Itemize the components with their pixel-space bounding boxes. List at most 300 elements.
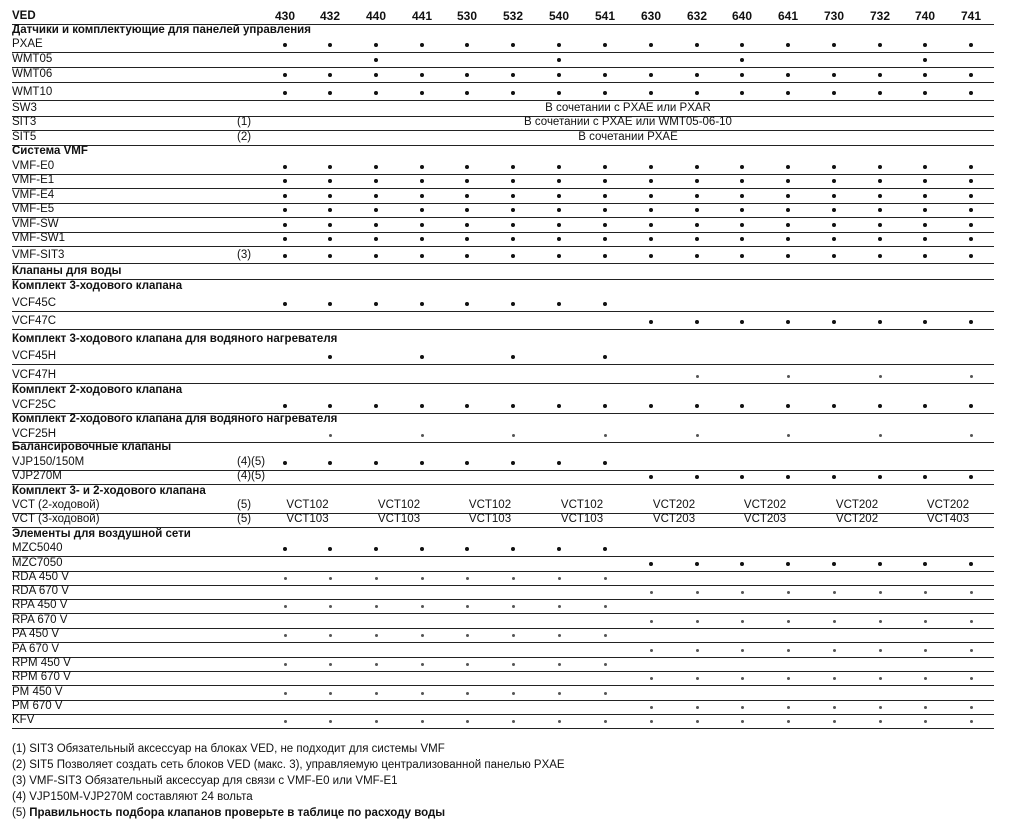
availability-dot [740,237,744,241]
table-row [12,499,994,514]
availability-dot [832,208,836,212]
availability-dot [650,620,653,623]
row-label: SIT5 [12,131,37,143]
availability-dot [832,43,836,47]
availability-dot [328,302,332,306]
availability-dot [512,634,515,637]
availability-dot [374,223,378,227]
availability-dot [375,634,378,637]
availability-dot [649,208,653,212]
valve-kit-code: VCT102 [560,499,604,511]
availability-dot [832,237,836,241]
availability-dot [604,692,607,695]
row-label: MZC7050 [12,557,63,569]
availability-dot [879,375,882,378]
availability-dot [558,577,561,580]
availability-dot [970,375,973,378]
availability-dot [283,302,287,306]
availability-dot [328,165,332,169]
availability-dot [741,591,744,594]
row-label: RDA 450 V [12,571,69,583]
availability-dot [329,663,332,666]
row-label: RPM 450 V [12,657,71,669]
availability-dot [511,461,515,465]
availability-dot [420,43,424,47]
footnote-1: (1) SIT3 Обязательный аксессуар на блоках VED, не подходит для системы VMF [12,743,445,755]
availability-dot [695,320,699,324]
availability-dot [284,577,287,580]
availability-dot [557,179,561,183]
availability-dot [466,692,469,695]
section-header-row [12,484,994,499]
row-label: VCF47C [12,315,57,327]
availability-dot [969,73,973,77]
availability-dot [603,223,607,227]
availability-dot [283,73,287,77]
availability-dot [878,73,882,77]
header-label: VED [12,10,36,22]
row-label: WMT06 [12,68,53,80]
availability-dot [603,461,607,465]
table-row [12,599,994,614]
section-header-row [12,263,994,280]
availability-dot [511,208,515,212]
availability-dot [832,91,836,95]
availability-dot [603,165,607,169]
availability-dot [786,43,790,47]
availability-dot [603,194,607,198]
availability-dot [879,677,882,680]
availability-dot [696,706,699,709]
availability-dot [328,91,332,95]
row-label: VCF47H [12,369,57,381]
availability-dot [740,91,744,95]
availability-dot [283,208,287,212]
availability-dot [786,562,790,566]
availability-dot [695,91,699,95]
availability-dot [511,179,515,183]
footnote-number: (5) [12,807,30,819]
section-header-row [12,145,994,159]
availability-dot [969,208,973,212]
section-header-row [12,24,994,38]
availability-dot [786,404,790,408]
row-label: MZC5040 [12,542,63,554]
availability-dot [558,720,561,723]
availability-dot [512,692,515,695]
availability-dot [787,677,790,680]
section-title: Комплект 3-ходового клапана для водяного нагревателя [12,333,338,345]
availability-dot [741,720,744,723]
availability-dot [649,43,653,47]
availability-dot [923,208,927,212]
availability-dot [878,208,882,212]
availability-dot [328,43,332,47]
row-label: VMF-E0 [12,160,55,172]
availability-dot [741,649,744,652]
availability-dot [512,434,515,437]
availability-dot [283,461,287,465]
availability-dot [374,73,378,77]
availability-dot [650,706,653,709]
availability-dot [557,73,561,77]
footnote-ref: (2) [237,131,252,143]
availability-dot [374,302,378,306]
row-label: VJP270M [12,470,62,482]
availability-dot [375,692,378,695]
availability-dot [649,404,653,408]
availability-dot [650,720,653,723]
availability-dot [924,591,927,594]
availability-dot [604,577,607,580]
availability-dot [878,179,882,183]
availability-dot [696,677,699,680]
availability-dot [420,355,424,359]
section-title: Комплект 2-ходового клапана [12,384,183,396]
row-label: VCF25H [12,428,57,440]
valve-kit-code: VCT102 [468,499,512,511]
availability-dot [696,720,699,723]
availability-dot [833,720,836,723]
model-header-440: 440 [365,9,387,23]
availability-dot [923,73,927,77]
availability-dot [329,720,332,723]
availability-dot [924,620,927,623]
section-header-row [12,527,994,542]
section-header-row [12,413,994,427]
availability-dot [695,179,699,183]
table-row [12,311,994,330]
footnotes [12,741,1002,821]
availability-dot [740,73,744,77]
availability-dot [696,620,699,623]
availability-dot [421,663,424,666]
availability-dot [969,320,973,324]
table-row [12,174,994,189]
model-header-430: 430 [274,9,296,23]
footnote-ref: (5) [237,513,252,525]
availability-dot [740,223,744,227]
availability-dot [283,194,287,198]
availability-dot [604,434,607,437]
availability-dot [969,194,973,198]
availability-dot [465,179,469,183]
availability-dot [557,91,561,95]
table-row [12,217,994,233]
availability-dot [695,73,699,77]
availability-dot [969,165,973,169]
availability-dot [786,254,790,258]
availability-dot [969,237,973,241]
availability-dot [650,649,653,652]
availability-dot [696,649,699,652]
availability-dot [511,355,515,359]
availability-dot [649,237,653,241]
availability-dot [465,73,469,77]
availability-dot [832,165,836,169]
valve-kit-code: VCT103 [286,513,329,525]
availability-dot [740,179,744,183]
availability-dot [832,562,836,566]
valve-kit-code: VCT203 [652,513,696,525]
availability-dot [603,43,607,47]
availability-dot [696,434,699,437]
availability-dot [649,73,653,77]
valve-kit-code: VCT202 [743,499,787,511]
availability-dot [375,605,378,608]
availability-dot [695,237,699,241]
availability-dot [512,720,515,723]
model-header-741: 741 [960,9,982,23]
availability-dot [329,434,332,437]
availability-dot [786,475,790,479]
availability-dot [465,208,469,212]
availability-dot [557,223,561,227]
availability-dot [374,547,378,551]
availability-dot [283,43,287,47]
availability-dot [879,434,882,437]
availability-dot [329,634,332,637]
section-header-row [12,442,994,455]
row-label: VMF-E5 [12,203,55,215]
availability-dot [832,320,836,324]
availability-dot [465,43,469,47]
valve-kit-code: VCT202 [835,499,879,511]
availability-dot [557,547,561,551]
table-header-row [12,0,994,25]
availability-dot [420,302,424,306]
availability-dot [695,254,699,258]
availability-dot [741,706,744,709]
availability-dot [328,73,332,77]
availability-dot [465,302,469,306]
availability-dot [786,320,790,324]
valve-kit-code: VCT103 [468,513,512,525]
availability-dot [970,591,973,594]
table-row [12,364,994,384]
table-row [12,232,994,247]
availability-dot [604,663,607,666]
table-row [12,398,994,414]
availability-dot [923,404,927,408]
section-header-row [12,329,994,347]
availability-dot [511,91,515,95]
availability-dot [923,58,927,62]
row-label: KFV [12,714,35,726]
availability-dot [878,91,882,95]
availability-dot [420,223,424,227]
table-row [12,294,994,312]
section-title: Комплект 3- и 2-ходового клапана [12,485,206,497]
table-row [12,82,994,101]
availability-dot [787,706,790,709]
availability-dot [649,223,653,227]
availability-dot [603,208,607,212]
availability-dot [740,254,744,258]
availability-dot [284,634,287,637]
availability-dot [420,208,424,212]
footnote-2: (2) SIT5 Позволяет создать сеть блоков VED (макс. 3), управляемую централизованной панелью PXAE [12,759,565,771]
availability-dot [329,605,332,608]
table-row [12,203,994,218]
row-label: VMF-SW [12,218,59,230]
availability-dot [603,73,607,77]
combination-note: В сочетании с PXAE или WMT05-06-10 [524,116,732,128]
availability-dot [283,223,287,227]
row-label: PM 670 V [12,700,63,712]
availability-dot [969,404,973,408]
model-header-532: 532 [502,9,524,23]
availability-dot [833,677,836,680]
table-row [12,571,994,586]
table-row [12,542,994,557]
availability-dot [923,562,927,566]
availability-dot [604,720,607,723]
valve-kit-code: VCT403 [926,513,970,525]
table-row [12,628,994,643]
combination-note: В сочетании PXAE [578,131,678,143]
availability-dot [603,302,607,306]
availability-dot [375,663,378,666]
model-header-441: 441 [411,9,433,23]
availability-dot [603,404,607,408]
availability-dot [969,43,973,47]
availability-dot [420,73,424,77]
availability-dot [558,605,561,608]
availability-dot [421,720,424,723]
section-title: Комплект 2-ходового клапана для водяного нагревателя [12,413,338,425]
table-row [12,685,994,701]
availability-dot [923,179,927,183]
table-row [12,130,994,146]
availability-dot [511,43,515,47]
availability-dot [557,461,561,465]
availability-dot [284,605,287,608]
availability-dot [969,223,973,227]
availability-dot [328,461,332,465]
availability-dot [649,165,653,169]
availability-dot [878,43,882,47]
row-label: RPA 450 V [12,599,68,611]
availability-dot [878,562,882,566]
availability-dot [557,404,561,408]
availability-dot [970,720,973,723]
availability-dot [695,194,699,198]
availability-dot [740,562,744,566]
availability-dot [740,475,744,479]
model-header-632: 632 [686,9,708,23]
availability-dot [786,194,790,198]
table-row [12,556,994,572]
table-row [12,613,994,629]
availability-dot [603,237,607,241]
availability-dot [832,404,836,408]
availability-dot [328,194,332,198]
availability-dot [374,461,378,465]
availability-dot [969,91,973,95]
availability-dot [969,254,973,258]
availability-dot [283,165,287,169]
availability-dot [374,237,378,241]
availability-dot [420,547,424,551]
availability-dot [650,677,653,680]
row-label: VCF45C [12,297,57,309]
availability-dot [878,404,882,408]
availability-dot [879,591,882,594]
availability-dot [878,475,882,479]
model-header-640: 640 [731,9,753,23]
availability-dot [374,91,378,95]
availability-dot [924,677,927,680]
table-row [12,455,994,471]
model-header-530: 530 [456,9,478,23]
availability-dot [879,649,882,652]
row-label: PA 450 V [12,628,60,640]
availability-dot [970,649,973,652]
availability-dot [420,165,424,169]
footnote-4: (4) VJP150M-VJP270M составляют 24 вольта [12,791,253,803]
availability-dot [420,194,424,198]
availability-dot [374,43,378,47]
availability-dot [557,302,561,306]
availability-dot [879,720,882,723]
availability-dot [420,461,424,465]
section-title: Датчики и комплектующие для панелей управления [12,24,311,36]
availability-dot [740,58,744,62]
row-label: RPM 670 V [12,671,71,683]
availability-dot [970,620,973,623]
section-title: Элементы для воздушной сети [12,528,191,540]
availability-dot [328,208,332,212]
availability-dot [374,404,378,408]
availability-dot [558,692,561,695]
availability-dot [603,179,607,183]
availability-dot [787,649,790,652]
table-row [12,246,994,264]
availability-dot [511,302,515,306]
row-label: VMF-E4 [12,189,55,201]
footnote-ref: (5) [237,499,252,511]
table-row [12,657,994,672]
row-label: VCF25C [12,399,57,411]
availability-dot [328,237,332,241]
table-row [12,470,994,485]
availability-dot [604,634,607,637]
availability-dot [650,591,653,594]
availability-dot [329,577,332,580]
availability-dot [740,194,744,198]
footnote-5 [12,805,1002,821]
availability-dot [740,165,744,169]
availability-dot [465,461,469,465]
row-label: VMF-E1 [12,174,55,186]
availability-dot [696,591,699,594]
model-header-732: 732 [869,9,891,23]
row-label: SIT3 [12,116,37,128]
row-label: VCT (3-ходовой) [12,513,100,525]
availability-dot [420,404,424,408]
section-title: Комплект 3-ходового клапана [12,280,183,292]
availability-dot [557,237,561,241]
availability-dot [832,179,836,183]
availability-dot [466,634,469,637]
availability-dot [465,547,469,551]
row-label: PXAE [12,38,43,50]
availability-dot [466,577,469,580]
availability-dot [328,547,332,551]
availability-dot [649,179,653,183]
availability-dot [465,223,469,227]
